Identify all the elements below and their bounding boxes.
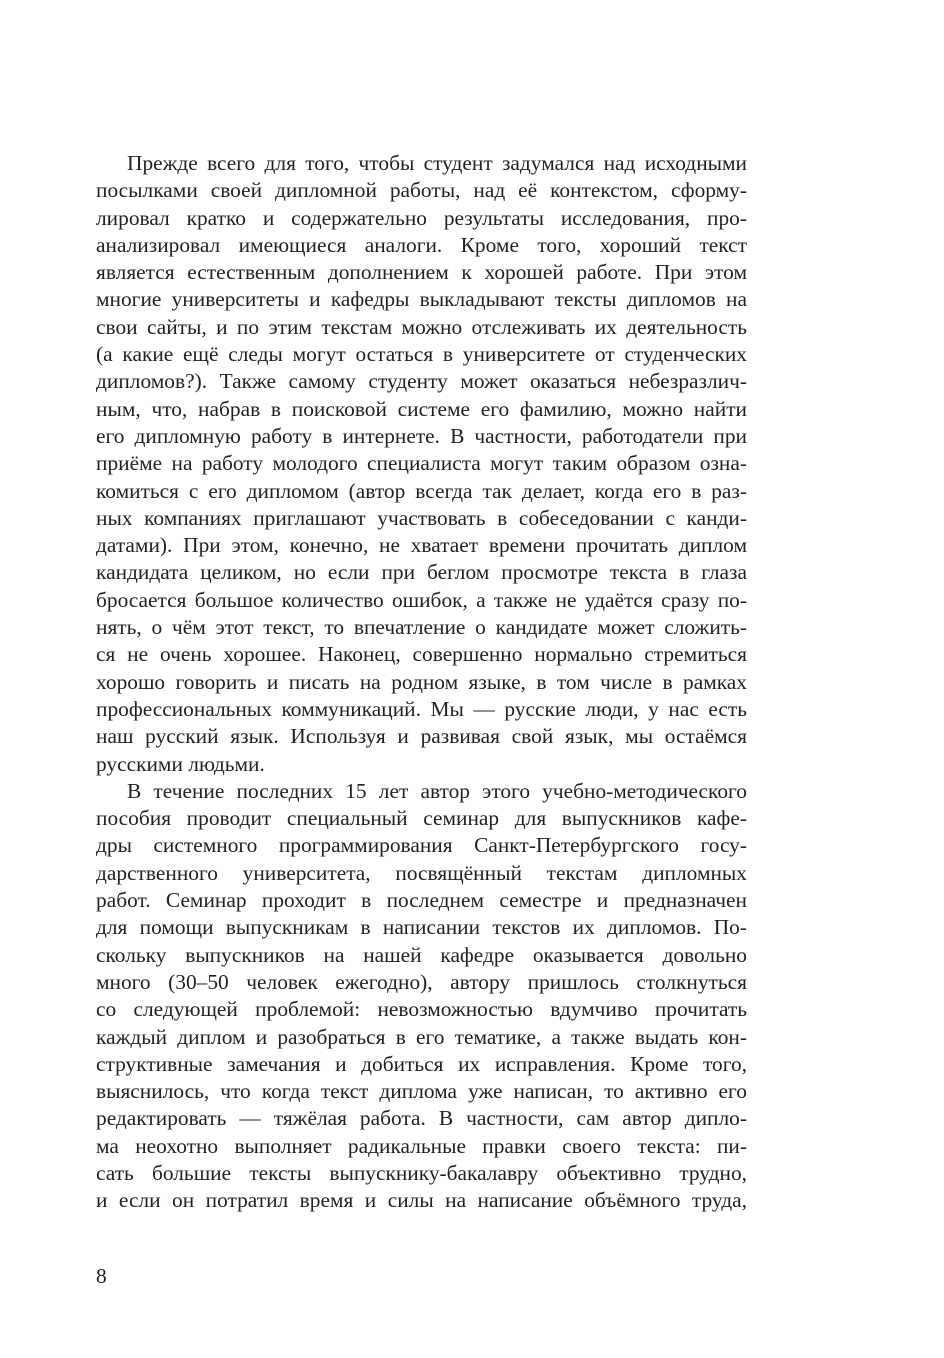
paragraph-line: и если он потратил время и силы на написание объёмного труда, xyxy=(96,1188,747,1213)
paragraph-line: ных компаниях приглашают участвовать в собеседовании с канди- xyxy=(96,505,747,530)
paragraph-line: посылками своей дипломной работы, над её контекстом, сформу- xyxy=(96,178,747,203)
paragraph-line: хорошо говорить и писать на родном языке, в том числе в рамках xyxy=(96,669,747,694)
paragraph-line: его дипломную работу в интернете. В частности, работодатели при xyxy=(96,423,747,448)
paragraph-line: анализировал имеющиеся аналоги. Кроме того, хороший текст xyxy=(96,232,747,257)
paragraph-line: дипломов?). Также самому студенту может оказаться небезразлич- xyxy=(96,369,747,394)
paragraph-line: ма неохотно выполняет радикальные правки своего текста: пи- xyxy=(96,1133,747,1158)
paragraph-line: многие университеты и кафедры выкладывают тексты дипломов на xyxy=(96,287,747,312)
paragraph-line: со следующей проблемой: невозможностью вдумчиво прочитать xyxy=(96,997,747,1022)
page-number: 8 xyxy=(96,1264,107,1288)
paragraph-line: работ. Семинар проходит в последнем семестре и предназначен xyxy=(96,888,747,913)
paragraph-line: структивные замечания и добиться их исправления. Кроме того, xyxy=(96,1051,747,1076)
paragraph-line: бросается большое количество ошибок, а также не удаётся сразу по- xyxy=(96,587,747,612)
paragraph-line: кандидата целиком, но если при беглом просмотре текста в глаза xyxy=(96,560,747,585)
paragraph-line: дры системного программирования Санкт-Петербургского госу- xyxy=(96,833,747,858)
paragraph-line: сать большие тексты выпускнику-бакалавру объективно трудно, xyxy=(96,1160,747,1185)
page-body xyxy=(96,150,747,1215)
paragraph-line: нять, о чём этот текст, то впечатление о кандидате может сложить- xyxy=(96,615,747,640)
paragraph-line: В течение последних 15 лет автор этого учебно-методического xyxy=(127,778,747,803)
paragraph-line: дарственного университета, посвящённый текстам дипломных xyxy=(96,860,747,885)
paragraph-line: ным, что, набрав в поисковой системе его фамилию, можно найти xyxy=(96,396,747,421)
paragraph-line: пособия проводит специальный семинар для выпускников кафе- xyxy=(96,806,747,831)
paragraph-line: (а какие ещё следы могут остаться в университете от студенческих xyxy=(96,342,747,367)
paragraph-line: профессиональных коммуникаций. Мы — русские люди, у нас есть xyxy=(96,696,747,721)
paragraph-line: датами). При этом, конечно, не хватает времени прочитать диплом xyxy=(96,533,747,558)
paragraph-line: свои сайты, и по этим текстам можно отслеживать их деятельность xyxy=(96,314,747,339)
paragraph-2 xyxy=(96,778,747,1215)
paragraph-line: является естественным дополнением к хорошей работе. При этом xyxy=(96,260,747,285)
paragraph-line: наш русский язык. Используя и развивая свой язык, мы остаёмся xyxy=(96,724,747,749)
paragraph-line: для помощи выпускникам в написании текстов их дипломов. По- xyxy=(96,915,747,940)
paragraph-line: Прежде всего для того, чтобы студент задумался над исходными xyxy=(127,151,747,175)
paragraph-line: скольку выпускников на нашей кафедре оказывается довольно xyxy=(96,942,747,967)
paragraph-line: каждый диплом и разобраться в его тематике, а также выдать кон- xyxy=(96,1024,747,1049)
paragraph-line: приёме на работу молодого специалиста могут таким образом озна- xyxy=(96,451,747,476)
paragraph-line: лировал кратко и содержательно результаты исследования, про- xyxy=(96,205,747,230)
paragraph-line: много (30–50 человек ежегодно), автору пришлось столкнуться xyxy=(96,969,747,994)
paragraph-line: русскими людьми. xyxy=(96,751,265,776)
paragraph-line: выяснилось, что когда текст диплома уже написан, то активно его xyxy=(96,1079,747,1104)
paragraph-1 xyxy=(96,150,747,778)
paragraph-line: редактировать — тяжёлая работа. В частности, сам автор дипло- xyxy=(96,1106,747,1131)
paragraph-line: комиться с его дипломом (автор всегда так делает, когда его в раз- xyxy=(96,478,747,503)
paragraph-line: ся не очень хорошее. Наконец, совершенно нормально стремиться xyxy=(96,642,747,667)
